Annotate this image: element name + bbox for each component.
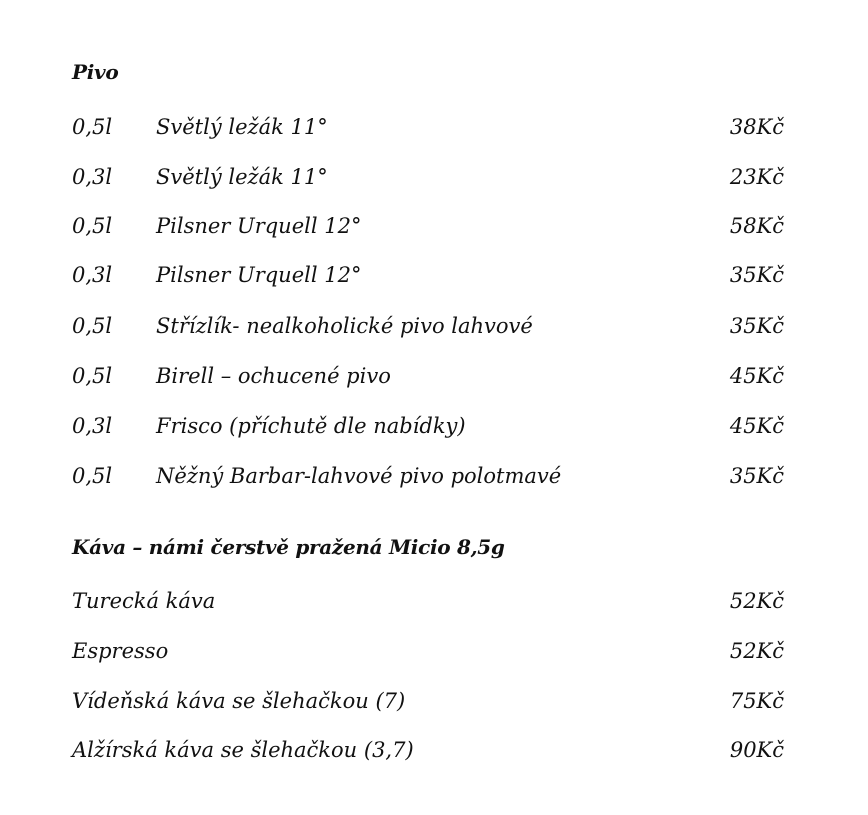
beer-item-volume: 0,5l [72,314,113,338]
beer-item-name: Něžný Barbar-lahvové pivo polotmavé [156,464,562,488]
beer-item-price: 23Kč [729,165,784,189]
coffee-item-price: 52Kč [729,589,784,613]
beer-item-price: 58Kč [729,214,784,238]
beer-item-name: Pilsner Urquell 12° [156,263,362,287]
coffee-item-name: Vídeňská káva se šlehačkou (7) [72,689,406,713]
beer-item-row [72,162,784,192]
beer-item-price: 35Kč [729,464,784,488]
coffee-item-price: 75Kč [729,689,784,713]
beer-item-row [72,112,784,142]
coffee-item-row [72,735,784,765]
beer-item-name: Pilsner Urquell 12° [156,214,362,238]
coffee-item-price: 52Kč [729,639,784,663]
beer-item-price: 45Kč [729,364,784,388]
beer-item-price: 45Kč [729,414,784,438]
beer-item-name: Frisco (příchutě dle nabídky) [156,414,466,438]
beer-item-price: 35Kč [729,263,784,287]
beer-item-volume: 0,5l [72,464,113,488]
coffee-item-row [72,636,784,666]
beer-item-row [72,211,784,241]
coffee-item-row [72,586,784,616]
beer-item-row [72,461,784,491]
beer-item-name: Světlý ležák 11° [156,165,328,189]
beer-item-volume: 0,5l [72,214,113,238]
beer-item-volume: 0,3l [72,263,113,287]
beer-section-title: Pivo [72,60,119,84]
beer-item-row [72,260,784,290]
beer-item-volume: 0,3l [72,414,113,438]
beer-item-row [72,311,784,341]
beer-item-name: Střízlík- nealkoholické pivo lahvové [156,314,533,338]
coffee-item-price: 90Kč [729,738,784,762]
coffee-item-name: Alžírská káva se šlehačkou (3,7) [72,738,414,762]
coffee-item-name: Espresso [72,639,169,663]
beer-item-name: Birell – ochucené pivo [156,364,391,388]
beer-item-volume: 0,3l [72,165,113,189]
beer-item-row [72,411,784,441]
coffee-item-row [72,686,784,716]
beer-item-volume: 0,5l [72,115,113,139]
beer-item-name: Světlý ležák 11° [156,115,328,139]
beer-item-row [72,361,784,391]
beer-item-price: 35Kč [729,314,784,338]
beer-item-volume: 0,5l [72,364,113,388]
beer-item-price: 38Kč [729,115,784,139]
coffee-section-title: Káva – námi čerstvě pražená Micio 8,5g [72,535,505,559]
coffee-item-name: Turecká káva [72,589,216,613]
